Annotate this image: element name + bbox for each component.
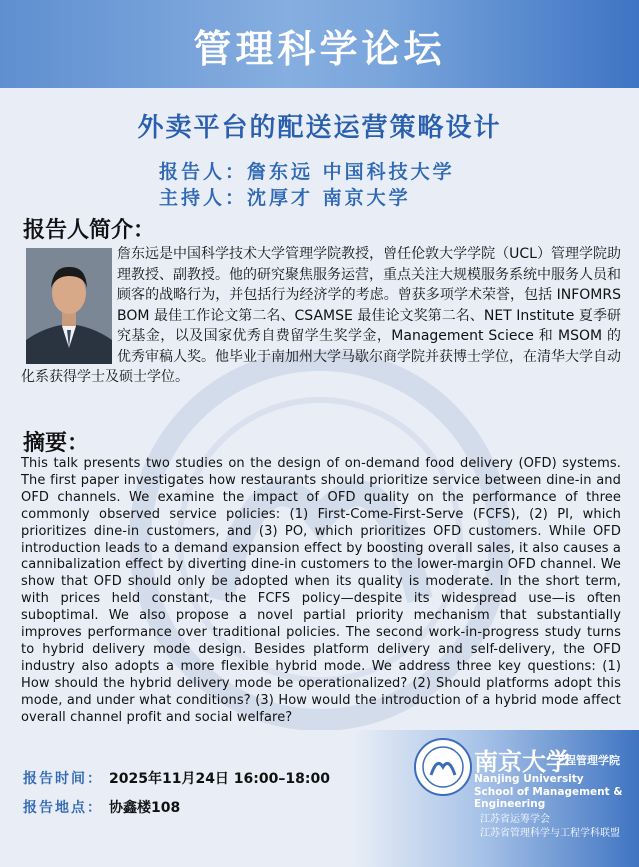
nju-logo-icon (413, 737, 473, 797)
university-name-en: Nanjing University (474, 773, 584, 785)
talk-title: 外卖平台的配送运营策略设计 (137, 113, 502, 143)
host-line: 主持人：沈厚才 南京大学 (159, 187, 411, 209)
event-place-value: 协鑫楼108 (109, 800, 181, 816)
school-name-en: School of Management & Engineering (474, 786, 623, 810)
speaker-line: 报告人：詹东远 中国科技大学 (159, 161, 455, 183)
header-banner (0, 0, 639, 88)
event-time-value: 2025年11月24日 16:00–18:00 (109, 771, 330, 787)
association-1: 江苏省运筹学会 (480, 814, 550, 825)
speaker-portrait-icon (26, 248, 112, 364)
abstract-heading: 摘要： (23, 431, 90, 456)
event-place-row (23, 797, 180, 817)
speaker-photo (26, 248, 112, 364)
association-2: 江苏省管理科学与工程学科联盟 (480, 828, 620, 839)
event-time-label: 报告时间： (23, 771, 103, 787)
bio-heading: 报告人简介： (23, 218, 156, 243)
event-time-row (23, 768, 330, 788)
school-name-cn: 工程管理学院 (554, 754, 620, 767)
bio-text: 詹东远是中国科学技术大学管理学院教授，曾任伦敦大学学院（UCL）管理学院助理教授、副教授。他的研究聚焦服务运营，重点关注大规模服务系统中服务人员和顾客的战略行为，并包括行为经济学的考虑。曾获多项学术荣誉，包括 INFOMRS BOM 最佳工作论文第二名、CSAMSE 最佳论文奖第二名、NET Institute 夏季研究基金，以及国家优秀自费留学生奖学金，Management Sciece 和 MSOM 的优秀审稿人奖。他毕业于南加州大学马歇尔商学院并获博士学位，在清华大学自动化系获得学士及硕士学位。 (21, 246, 621, 385)
abstract-text: This talk presents two studies on the design of on-demand food delivery (OFD) systems. The first paper investigates how restaurants should prioritize service between dine-in and OFD channels. We examine the impact of OFD quality on the performance of three commonly observed service policies: (1) First-Come-First-Serve (FCFS), (2) PI, which prioritizes dine-in customers, and (3) PO, which prioritizes OFD customers. While OFD introduction leads to a demand expansion effect by boosting overall sales, it also causes a cannibalization effect by diverting dine-in customers to the lower-margin OFD channel. We show that OFD should only be adopted when its quality is moderate. In the short term, with prices held constant, the FCFS policy—despite its widespread use—is often suboptimal. We also propose a novel partial priority mechanism that substantially improves performance over traditional policies. The second work-in-progress study turns to hybrid delivery mode design. Besides platform delivery and self-delivery, the OFD industry also adopts a more flexible hybrid mode. We address three key questions: (1) How should the hybrid delivery mode be operationalized? (2) Should platforms adopt this mode, and under what conditions? (3) How would the introduction of a hybrid mode affect overall channel profit and social welfare? (21, 456, 621, 725)
university-name-cn: 南京大学 (474, 747, 570, 776)
forum-title: 管理科学论坛 (193, 27, 446, 71)
event-place-label: 报告地点： (23, 800, 103, 816)
